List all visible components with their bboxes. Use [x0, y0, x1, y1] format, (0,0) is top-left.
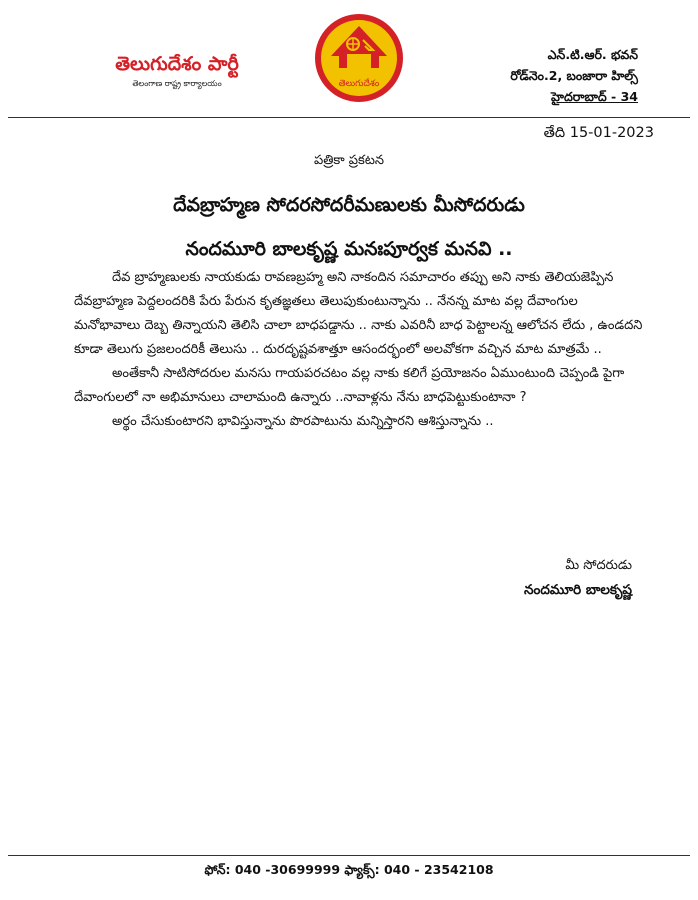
party-name: తెలుగుదేశం పార్టీ: [115, 53, 239, 75]
signature-name: నందమూరి బాలకృష్ణ: [524, 582, 632, 598]
headline-line-2: నందమూరి బాలకృష్ణ మనఃపూర్వక మనవి ..: [185, 238, 513, 260]
party-subtitle: తెలంగాణ రాష్ట్ర కార్యాలయం: [132, 79, 222, 88]
press-release-label: పత్రికా ప్రకటన: [313, 153, 384, 168]
headline-line-1: దేవబ్రాహ్మణ సోదరసోదరీమణులకు మీసోదరుడు: [173, 194, 525, 216]
office-address: [510, 44, 638, 107]
header-divider: [8, 117, 690, 118]
address-line-1: ఎన్.టి.ఆర్. భవన్: [547, 47, 638, 62]
party-brand: [92, 52, 262, 90]
body-paragraph-3: అర్థం చేసుకుంటారని భావిస్తున్నాను పొరపాటును మన్నిస్తారని ఆశిస్తున్నాను ..: [112, 414, 494, 429]
date-line: తేది 15-01-2023: [543, 125, 654, 141]
address-line-2: రోడ్‌నెం.2, బంజారా హిల్స్: [510, 68, 638, 83]
signature-closing: మీ సోదరుడు: [565, 558, 632, 573]
body-paragraph-2: అంతేకానీ సాటిసోదరుల మనసు గాయపరచటం వల్ల నాకు కలిగే ప్రయోజనం ఏముంటుంది చెప్పండి పైగా దేవాంగులలో నా అభిమానులు చాలామంది ఉన్నారు ..నావాళ్లను నేను బాధపెట్టుకుంటానా ?: [74, 366, 625, 405]
svg-text:తెలుగుదేశం: తెలుగుదేశం: [338, 79, 380, 89]
footer-contact: ఫోన్: 040 -30699999 ఫ్యాక్స్: 040 - 23542108: [204, 862, 494, 877]
party-logo-icon: [313, 12, 405, 104]
letter-body: [74, 266, 646, 434]
body-paragraph-1: దేవ బ్రాహ్మణులకు నాయకుడు రావణబ్రహ్మ అని నాకందిన సమాచారం తప్పు అని నాకు తెలియజెప్పిన దేవబ్రాహ్మణ పెద్దలందరికి పేరు పేరున కృతజ్ఞతలు తెలుపుకుంటున్నాను .. నేనన్న మాట వల్ల దేవాంగుల మనోభావాలు దెబ్బ తిన్నాయని తెలిసి చాలా బాధపడ్డాను .. నాకు ఎవరినీ బాధ పెట్టాలన్న ఆలోచన లేదు , ఉండదని కూడా తెలుగు ప్రజలందరికీ తెలుసు .. దురదృష్టవశాత్తూ ఆసందర్భంలో అలవోకగా వచ్చిన మాట మాత్రమే ..: [74, 270, 643, 357]
address-city: హైదరాబాద్ - 34: [551, 89, 638, 104]
footer-divider: [8, 855, 690, 856]
